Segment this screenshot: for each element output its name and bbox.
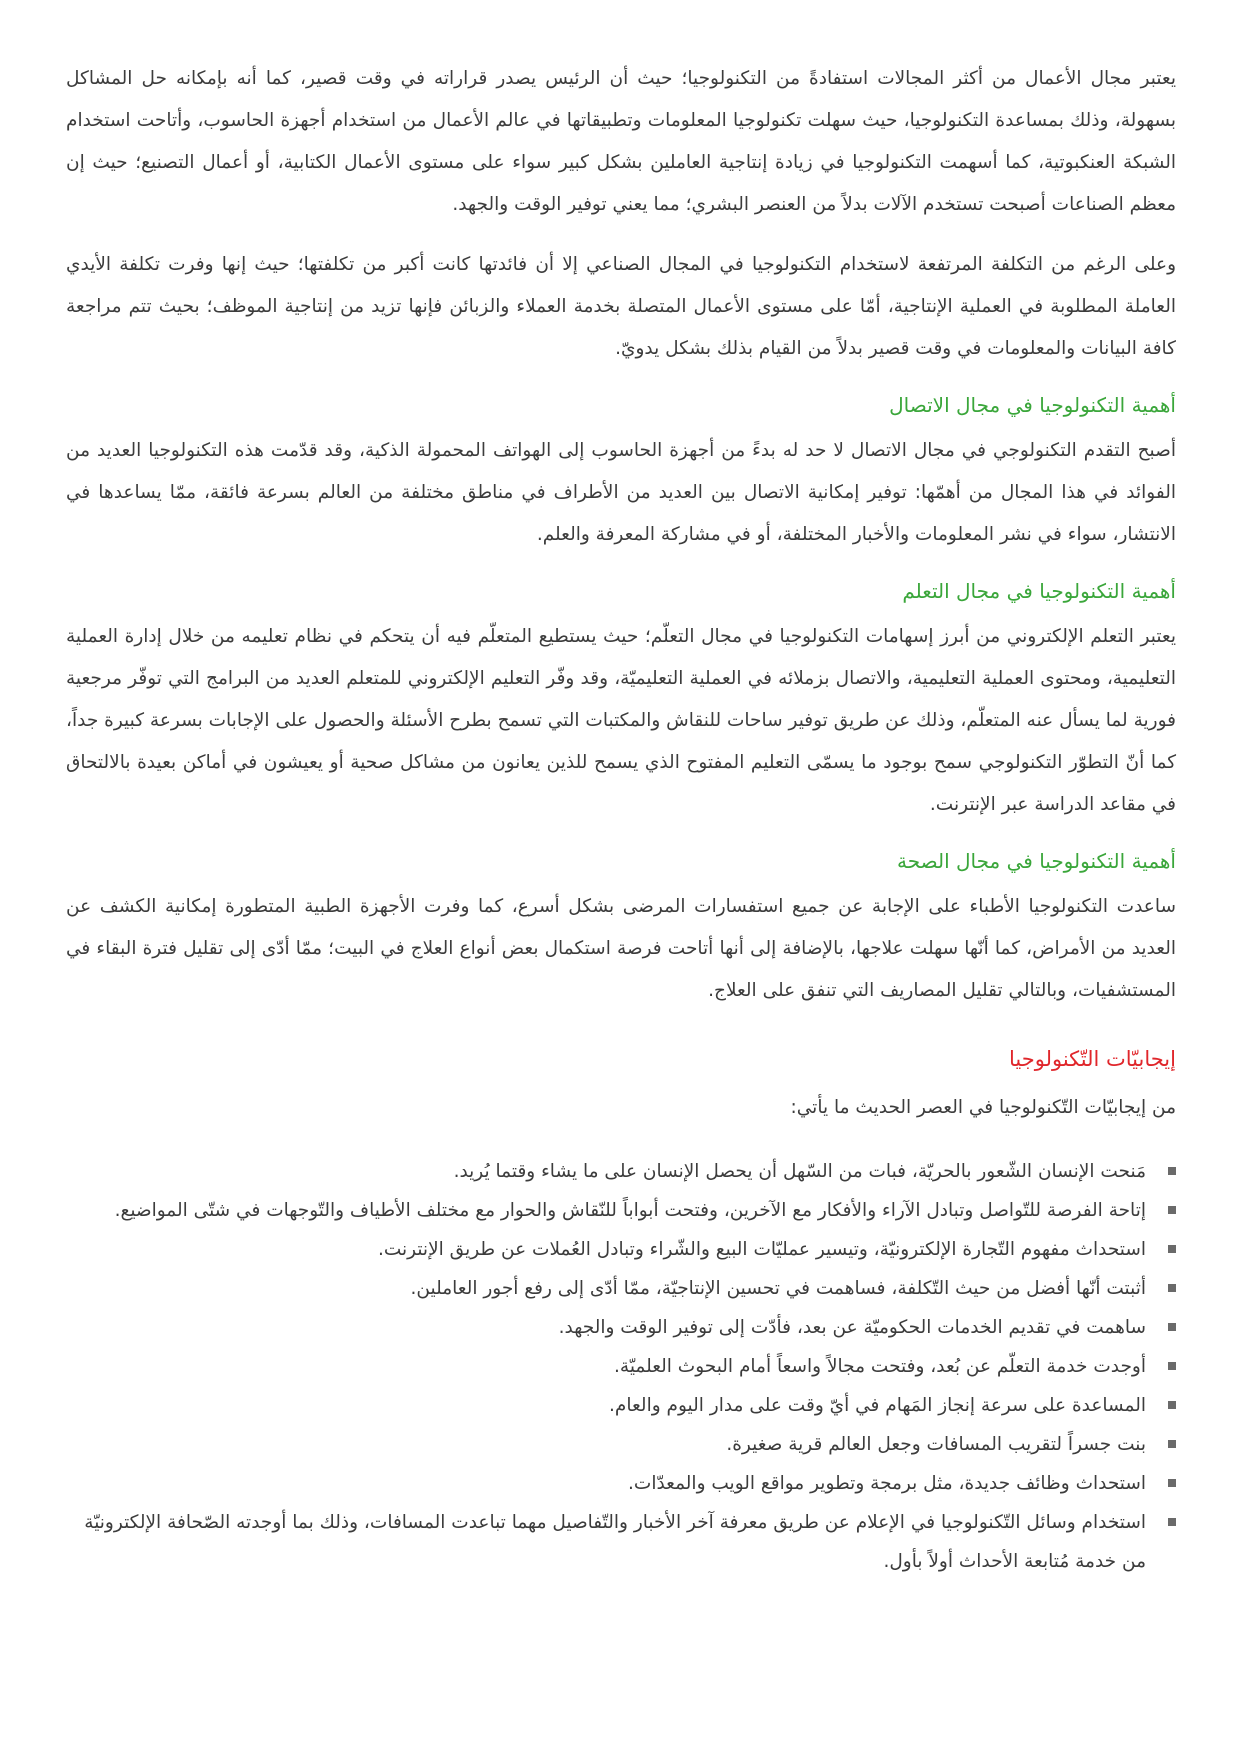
list-item [66, 1269, 1146, 1308]
list-item [66, 1191, 1146, 1230]
square-bullet-icon [1168, 1479, 1176, 1487]
section-body-communication: أصبح التقدم التكنولوجي في مجال الاتصال لا حد له بدءً من أجهزة الحاسوب إلى الهواتف المحمولة الذكية، وقد قدّمت هذه التكنولوجيا العديد من الفوائد في هذا المجال من أهمّها: توفير إمكانية الاتصال بين العديد من الأطراف في مناطق مختلفة من العالم بسرعة فائقة، ممّا يساعدها في الانتشار، سواء في نشر المعلومات والأخبار المختلفة، أو في مشاركة المعرفة والعلم. [66, 440, 1176, 545]
intro-paragraph-business: يعتبر مجال الأعمال من أكثر المجالات استفادةً من التكنولوجيا؛ حيث أن الرئيس يصدر قراراته في وقت قصير، كما أنه بإمكانه حل المشاكل بسهولة، وذلك بمساعدة التكنولوجيا، حيث سهلت تكنولوجيا المعلومات وتطبيقاتها في عالم الأعمال من استخدام أجهزة الحاسوب، وأتاحت استخدام الشبكة العنكبوتية، كما أسهمت التكنولوجيا في زيادة إنتاجية العاملين بشكل كبير سواء على مستوى الأعمال الكتابية، أو أعمال التصنيع؛ حيث إن معظم الصناعات أصبحت تستخدم الآلات بدلاً من العنصر البشري؛ مما يعني توفير الوقت والجهد. [66, 68, 1176, 215]
section-body-learning: يعتبر التعلم الإلكتروني من أبرز إسهامات التكنولوجيا في مجال التعلّم؛ حيث يستطيع المتعلّم فيه أن يتحكم في نظام تعليمه من خلال إدارة العملية التعليمية، ومحتوى العملية التعليمية، والاتصال بزملائه في العملية التعليميّة، وقد وفّر التعليم الإلكتروني للمتعلم العديد من البرامج التي توفّر مرجعية فورية لما يسأل عنه المتعلّم، وذلك عن طريق توفير ساحات للنقاش والمكتبات التي تسمح بطرح الأسئلة والحصول على الإجابات بسرعة كبيرة جداً، كما أنّ التطوّر التكنولوجي سمح بوجود ما يسمّى التعليم المفتوح الذي يسمح للذين يعانون من مشاكل صحية أو يعيشون في أماكن بعيدة بالالتحاق في مقاعد الدراسة عبر الإنترنت. [66, 626, 1176, 815]
positives-intro: من إيجابيّات التّكنولوجيا في العصر الحديث ما يأتي: [790, 1097, 1176, 1118]
list-item [66, 1230, 1146, 1269]
list-item-text: مَنحت الإنسان الشّعور بالحريّة، فبات من السّهل أن يحصل الإنسان على ما يشاء وقتما يُريد. [453, 1161, 1146, 1182]
list-item [66, 1152, 1146, 1191]
section-heading-health: أهمية التكنولوجيا في مجال الصحة [897, 849, 1176, 873]
list-item [66, 1386, 1146, 1425]
list-item [66, 1464, 1146, 1503]
list-item [66, 1425, 1146, 1464]
list-item-text: أوجدت خدمة التعلّم عن بُعد، وفتحت مجالاً واسعاً أمام البحوث العلميّة. [614, 1356, 1146, 1377]
list-item-text: ساهمت في تقديم الخدمات الحكوميّة عن بعد، فأدّت إلى توفير الوقت والجهد. [558, 1317, 1146, 1338]
square-bullet-icon [1168, 1440, 1176, 1448]
intro-paragraph-industry-cost: وعلى الرغم من التكلفة المرتفعة لاستخدام التكنولوجيا في المجال الصناعي إلا أن فائدتها كانت أكبر من تكلفتها؛ حيث إنها وفرت تكلفة الأيدي العاملة المطلوبة في العملية الإنتاجية، أمّا على مستوى الأعمال المتصلة بخدمة العملاء والزبائن فإنها تزيد من إنتاجية الموظف؛ بحيث تتم مراجعة كافة البيانات والمعلومات في وقت قصير بدلاً من القيام بذلك بشكل يدويّ. [66, 254, 1176, 359]
square-bullet-icon [1168, 1323, 1176, 1331]
square-bullet-icon [1168, 1362, 1176, 1370]
list-item-text: استحداث مفهوم التّجارة الإلكترونيّة، وتيسير عمليّات البيع والشّراء وتبادل العُملات عن طريق الإنترنت. [377, 1239, 1146, 1260]
square-bullet-icon [1168, 1401, 1176, 1409]
list-item-text: استخدام وسائل التّكنولوجيا في الإعلام عن طريق معرفة آخر الأخبار والتّفاصيل مهما تباعدت المسافات، وذلك بما أوجدته الصّحافة الإلكترونيّة من خدمة مُتابعة الأحداث أولاً بأول. [84, 1512, 1146, 1572]
list-item-text: أثبتت أنّها أفضل من حيث التّكلفة، فساهمت في تحسين الإنتاجيّة، ممّا أدّى إلى رفع أجور العاملين. [410, 1278, 1146, 1299]
positives-list [66, 1152, 1176, 1581]
square-bullet-icon [1168, 1284, 1176, 1292]
square-bullet-icon [1168, 1206, 1176, 1214]
list-item [66, 1308, 1146, 1347]
square-bullet-icon [1168, 1167, 1176, 1175]
section-body-health: ساعدت التكنولوجيا الأطباء على الإجابة عن جميع استفسارات المرضى بشكل أسرع، كما وفرت الأجهزة الطبية المتطورة إمكانية الكشف عن العديد من الأمراض، كما أنّها سهلت علاجها، بالإضافة إلى أنها أتاحت فرصة استكمال بعض أنواع العلاج في البيت؛ ممّا أدّى إلى تقليل فترة البقاء في المستشفيات، وبالتالي تقليل المصاريف التي تنفق على العلاج. [66, 896, 1176, 1001]
list-item [66, 1503, 1146, 1581]
section-heading-learning: أهمية التكنولوجيا في مجال التعلم [902, 579, 1176, 603]
section-heading-communication: أهمية التكنولوجيا في مجال الاتصال [889, 393, 1176, 417]
square-bullet-icon [1168, 1245, 1176, 1253]
positives-heading: إيجابيّات التّكنولوجيا [1009, 1047, 1176, 1071]
square-bullet-icon [1168, 1518, 1176, 1526]
list-item-text: بنت جسراً لتقريب المسافات وجعل العالم قرية صغيرة. [726, 1434, 1146, 1455]
list-item [66, 1347, 1146, 1386]
list-item-text: المساعدة على سرعة إنجاز المَهام في أيّ وقت على مدار اليوم والعام. [609, 1395, 1146, 1416]
list-item-text: استحداث وظائف جديدة، مثل برمجة وتطوير مواقع الويب والمعدّات. [628, 1473, 1146, 1494]
list-item-text: إتاحة الفرصة للتّواصل وتبادل الآراء والأفكار مع الآخرين، وفتحت أبواباً للنّقاش والحوار مع مختلف الأطياف والتّوجهات في شتّى المواضيع. [114, 1200, 1146, 1221]
